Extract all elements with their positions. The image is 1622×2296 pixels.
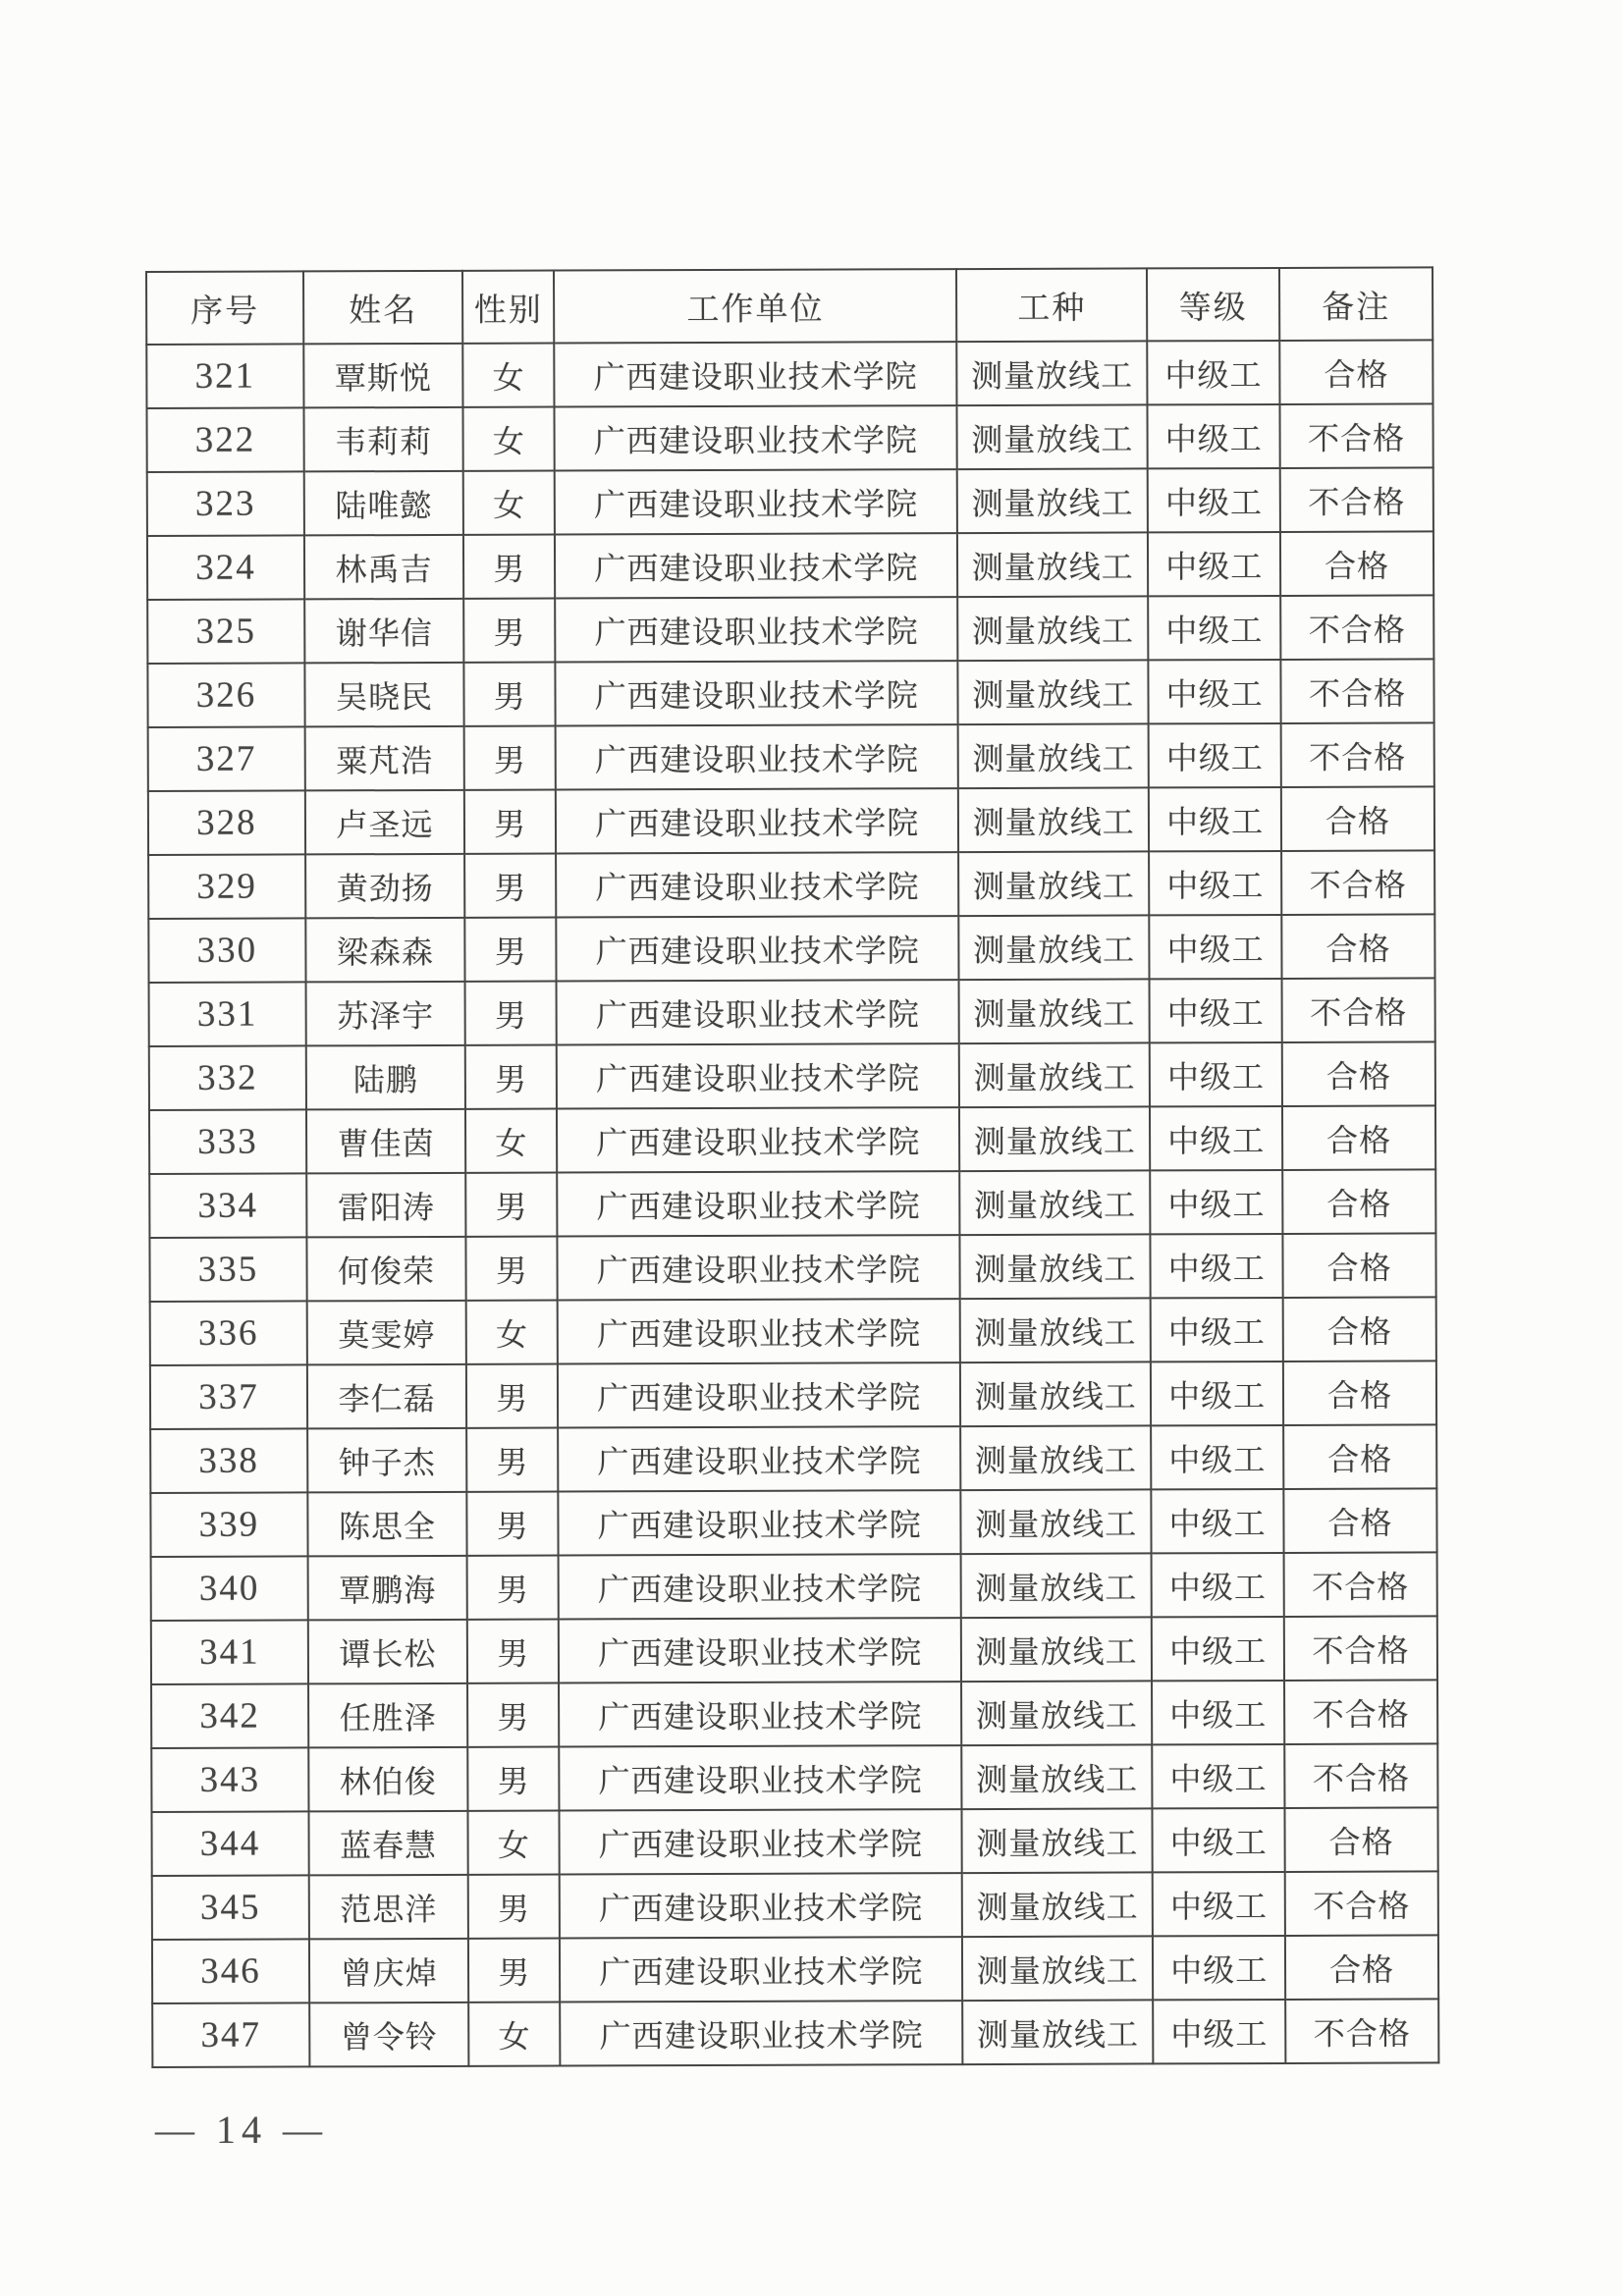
cell-serial: 338 — [150, 1428, 307, 1493]
cell-unit: 广西建设职业技术学院 — [558, 1235, 960, 1300]
cell-unit: 广西建设职业技术学院 — [557, 1107, 959, 1172]
cell-serial: 346 — [152, 1939, 309, 2003]
cell-trade: 测量放线工 — [959, 915, 1150, 980]
cell-level: 中级工 — [1149, 851, 1281, 915]
cell-level: 中级工 — [1152, 1617, 1284, 1681]
cell-name: 任胜泽 — [308, 1683, 468, 1748]
cell-serial: 331 — [149, 982, 306, 1046]
cell-remark: 合格 — [1280, 531, 1433, 596]
cell-level: 中级工 — [1151, 1234, 1283, 1298]
cell-level: 中级工 — [1149, 660, 1281, 723]
cell-gender: 男 — [468, 1747, 560, 1811]
cell-name: 曹佳茵 — [306, 1109, 466, 1174]
cell-gender: 男 — [467, 1620, 559, 1683]
cell-unit: 广西建设职业技术学院 — [557, 1171, 959, 1236]
cell-serial: 327 — [148, 726, 305, 791]
cell-unit: 广西建设职业技术学院 — [560, 1745, 962, 1810]
cell-trade: 测量放线工 — [962, 1808, 1153, 1873]
cell-serial: 322 — [146, 407, 303, 472]
cell-trade: 测量放线工 — [958, 723, 1149, 788]
cell-remark: 合格 — [1283, 1361, 1436, 1425]
cell-remark: 合格 — [1283, 1297, 1436, 1362]
cell-remark: 不合格 — [1284, 1680, 1437, 1744]
cell-gender: 男 — [464, 663, 556, 726]
cell-remark: 不合格 — [1282, 978, 1435, 1042]
header-row — [146, 267, 1433, 345]
results-table — [145, 266, 1439, 2068]
cell-unit: 广西建设职业技术学院 — [557, 1043, 959, 1108]
cell-trade: 测量放线工 — [962, 2000, 1153, 2064]
table-row — [149, 978, 1435, 1046]
cell-unit: 广西建设职业技术学院 — [557, 980, 959, 1044]
cell-name: 陆鹏 — [306, 1045, 466, 1110]
cell-trade: 测量放线工 — [957, 341, 1148, 405]
cell-unit: 广西建设职业技术学院 — [559, 1682, 961, 1746]
cell-unit: 广西建设职业技术学院 — [557, 916, 959, 981]
table-body — [146, 340, 1438, 2067]
cell-trade: 测量放线工 — [959, 1170, 1150, 1235]
cell-gender: 女 — [468, 1811, 560, 1875]
cell-serial: 328 — [148, 790, 305, 855]
cell-name: 吴晓民 — [304, 663, 464, 727]
cell-serial: 332 — [149, 1045, 306, 1110]
cell-remark: 合格 — [1285, 1807, 1438, 1872]
cell-trade: 测量放线工 — [957, 468, 1148, 533]
cell-remark: 不合格 — [1284, 1552, 1437, 1617]
cell-level: 中级工 — [1152, 1744, 1284, 1808]
cell-gender: 男 — [463, 599, 555, 663]
cell-remark: 合格 — [1282, 1169, 1435, 1234]
cell-name: 林伯俊 — [308, 1747, 468, 1812]
table-row — [150, 1361, 1436, 1429]
cell-level: 中级工 — [1148, 596, 1280, 660]
cell-remark: 合格 — [1281, 914, 1434, 979]
cell-remark: 不合格 — [1280, 595, 1433, 660]
col-header-name: 姓名 — [303, 271, 463, 345]
cell-trade: 测量放线工 — [959, 979, 1150, 1043]
cell-name: 苏泽宇 — [305, 982, 465, 1046]
cell-serial: 333 — [149, 1109, 306, 1174]
cell-remark: 不合格 — [1284, 1616, 1437, 1681]
cell-name: 李仁磊 — [307, 1364, 467, 1429]
cell-trade: 测量放线工 — [957, 596, 1148, 661]
cell-name: 蓝春慧 — [308, 1811, 468, 1876]
cell-unit: 广西建设职业技术学院 — [555, 533, 957, 598]
cell-name: 曾令铃 — [309, 2002, 469, 2067]
cell-level: 中级工 — [1149, 915, 1281, 979]
cell-unit: 广西建设职业技术学院 — [555, 597, 957, 662]
cell-unit: 广西建设职业技术学院 — [555, 405, 957, 470]
cell-unit: 广西建设职业技术学院 — [558, 1362, 960, 1427]
table-row — [150, 1424, 1436, 1493]
table-row — [149, 1233, 1435, 1302]
table-row — [147, 467, 1433, 536]
cell-name: 陈思全 — [307, 1492, 467, 1557]
cell-gender: 男 — [463, 535, 555, 599]
cell-serial: 323 — [147, 471, 304, 536]
cell-name: 陆唯懿 — [304, 471, 464, 536]
cell-unit: 广西建设职业技术学院 — [558, 1426, 960, 1491]
table-row — [151, 1743, 1437, 1812]
col-header-gender: 性别 — [462, 271, 554, 344]
cell-unit: 广西建设职业技术学院 — [560, 2001, 962, 2065]
col-header-serial: 序号 — [146, 271, 303, 345]
cell-trade: 测量放线工 — [961, 1489, 1152, 1554]
cell-remark: 合格 — [1285, 1935, 1438, 2000]
cell-level: 中级工 — [1150, 1042, 1282, 1106]
page-number: — 14 — — [155, 2108, 328, 2152]
cell-remark: 合格 — [1281, 786, 1434, 851]
cell-trade: 测量放线工 — [960, 1425, 1151, 1490]
cell-serial: 347 — [152, 2002, 309, 2067]
cell-name: 林禹吉 — [304, 535, 464, 600]
cell-serial: 344 — [151, 1811, 308, 1876]
table-row — [151, 1680, 1437, 1748]
cell-name: 谭长松 — [308, 1620, 468, 1684]
table-row — [148, 786, 1434, 855]
table-row — [147, 531, 1433, 600]
cell-serial: 330 — [148, 918, 305, 983]
cell-level: 中级工 — [1153, 1808, 1285, 1872]
cell-gender: 男 — [467, 1683, 559, 1747]
cell-level: 中级工 — [1150, 979, 1282, 1042]
cell-name: 雷阳涛 — [306, 1173, 466, 1238]
cell-serial: 321 — [146, 344, 303, 408]
cell-level: 中级工 — [1149, 787, 1281, 851]
cell-level: 中级工 — [1147, 341, 1279, 404]
cell-name: 钟子杰 — [307, 1428, 467, 1493]
cell-trade: 测量放线工 — [960, 1362, 1151, 1426]
cell-name: 黄劲扬 — [305, 854, 465, 919]
cell-unit: 广西建设职业技术学院 — [558, 1299, 960, 1363]
cell-name: 莫雯婷 — [306, 1301, 466, 1365]
cell-serial: 325 — [147, 599, 304, 664]
cell-name: 谢华信 — [304, 599, 464, 664]
table-row — [152, 1935, 1438, 2003]
cell-level: 中级工 — [1153, 1872, 1285, 1936]
cell-level: 中级工 — [1151, 1298, 1283, 1362]
cell-unit: 广西建设职业技术学院 — [556, 852, 958, 917]
cell-name: 梁森森 — [305, 918, 465, 983]
cell-trade: 测量放线工 — [958, 851, 1149, 916]
cell-trade: 测量放线工 — [960, 1298, 1151, 1362]
cell-remark: 合格 — [1283, 1424, 1436, 1489]
cell-serial: 335 — [149, 1237, 306, 1302]
cell-remark: 不合格 — [1285, 1871, 1438, 1936]
table-row — [147, 595, 1433, 664]
cell-trade: 测量放线工 — [961, 1617, 1152, 1682]
cell-level: 中级工 — [1152, 1553, 1284, 1617]
cell-trade: 测量放线工 — [960, 1234, 1151, 1299]
cell-remark: 合格 — [1282, 1105, 1435, 1170]
cell-serial: 334 — [149, 1173, 306, 1238]
table-row — [151, 1616, 1437, 1684]
table-row — [152, 1999, 1438, 2067]
cell-unit: 广西建设职业技术学院 — [560, 1809, 962, 1874]
cell-name: 范思洋 — [309, 1875, 469, 1940]
cell-level: 中级工 — [1148, 404, 1280, 468]
cell-unit: 广西建设职业技术学院 — [559, 1554, 961, 1619]
table-row — [151, 1807, 1437, 1876]
cell-serial: 337 — [150, 1364, 307, 1429]
cell-trade: 测量放线工 — [958, 787, 1149, 852]
cell-gender: 男 — [468, 1939, 560, 2002]
cell-gender: 女 — [468, 2002, 560, 2066]
cell-unit: 广西建设职业技术学院 — [556, 788, 958, 853]
cell-trade: 测量放线工 — [961, 1681, 1152, 1745]
cell-trade: 测量放线工 — [959, 1042, 1150, 1107]
table-row — [146, 403, 1433, 472]
cell-level: 中级工 — [1151, 1362, 1283, 1425]
cell-remark: 合格 — [1283, 1488, 1436, 1553]
cell-level: 中级工 — [1150, 1106, 1282, 1170]
cell-serial: 341 — [151, 1620, 308, 1684]
cell-remark: 不合格 — [1280, 659, 1433, 723]
cell-gender: 女 — [463, 471, 555, 535]
col-header-trade: 工种 — [956, 268, 1147, 342]
cell-trade: 测量放线工 — [957, 404, 1148, 469]
cell-serial: 336 — [150, 1301, 307, 1365]
table-row — [150, 1297, 1436, 1365]
cell-name: 卢圣远 — [305, 790, 465, 855]
table-row — [148, 914, 1434, 983]
cell-remark: 不合格 — [1281, 722, 1434, 787]
table-row — [149, 1169, 1435, 1238]
cell-remark: 不合格 — [1284, 1743, 1437, 1808]
cell-level: 中级工 — [1153, 1936, 1285, 2000]
cell-gender: 男 — [466, 1364, 558, 1428]
cell-gender: 男 — [465, 918, 557, 982]
cell-trade: 测量放线工 — [959, 1106, 1150, 1171]
cell-unit: 广西建设职业技术学院 — [556, 661, 958, 725]
cell-remark: 合格 — [1279, 340, 1433, 404]
table-row — [148, 722, 1434, 791]
cell-gender: 女 — [465, 1109, 557, 1173]
cell-name: 何俊荣 — [306, 1237, 466, 1302]
cell-name: 韦莉莉 — [303, 407, 463, 472]
cell-unit: 广西建设职业技术学院 — [559, 1490, 961, 1555]
cell-level: 中级工 — [1151, 1489, 1283, 1553]
table-row — [146, 340, 1433, 408]
cell-serial: 343 — [151, 1747, 308, 1812]
cell-level: 中级工 — [1148, 532, 1280, 596]
cell-trade: 测量放线工 — [962, 1936, 1153, 2001]
cell-name: 曾庆焯 — [309, 1939, 469, 2003]
cell-serial: 342 — [151, 1683, 308, 1748]
cell-serial: 339 — [150, 1492, 307, 1557]
table-row — [150, 1488, 1436, 1557]
cell-gender: 男 — [464, 726, 556, 790]
cell-gender: 女 — [466, 1301, 558, 1364]
table-row — [148, 850, 1434, 919]
cell-gender: 男 — [464, 790, 556, 854]
table-row — [151, 1552, 1437, 1621]
col-header-remark: 备注 — [1279, 267, 1433, 341]
cell-remark: 合格 — [1282, 1041, 1435, 1106]
cell-remark: 不合格 — [1280, 403, 1433, 468]
cell-serial: 324 — [147, 535, 304, 600]
cell-level: 中级工 — [1150, 1170, 1282, 1234]
cell-name: 覃鹏海 — [307, 1556, 467, 1621]
cell-remark: 不合格 — [1285, 1999, 1438, 2063]
cell-trade: 测量放线工 — [962, 1872, 1153, 1937]
cell-gender: 男 — [465, 1045, 557, 1109]
cell-gender: 男 — [466, 1428, 558, 1492]
table-row — [149, 1041, 1435, 1110]
cell-remark: 合格 — [1283, 1233, 1436, 1298]
col-header-level: 等级 — [1147, 268, 1279, 341]
cell-unit: 广西建设职业技术学院 — [560, 1937, 962, 2002]
cell-serial: 326 — [147, 663, 304, 727]
cell-level: 中级工 — [1149, 723, 1281, 787]
table-row — [152, 1871, 1438, 1940]
cell-gender: 女 — [463, 407, 555, 471]
cell-level: 中级工 — [1152, 1681, 1284, 1744]
cell-trade: 测量放线工 — [957, 532, 1148, 597]
cell-level: 中级工 — [1148, 468, 1280, 532]
cell-level: 中级工 — [1153, 2000, 1285, 2063]
cell-remark: 不合格 — [1281, 850, 1434, 915]
cell-level: 中级工 — [1151, 1425, 1283, 1489]
cell-trade: 测量放线工 — [962, 1744, 1153, 1809]
cell-gender: 女 — [463, 344, 555, 407]
cell-serial: 345 — [152, 1875, 309, 1940]
cell-serial: 329 — [148, 854, 305, 919]
cell-serial: 340 — [151, 1556, 308, 1621]
cell-unit: 广西建设职业技术学院 — [559, 1618, 961, 1682]
table-container — [145, 266, 1439, 2068]
cell-name: 粟芃浩 — [304, 726, 464, 791]
cell-gender: 男 — [467, 1492, 559, 1556]
cell-gender: 男 — [464, 854, 556, 918]
cell-gender: 男 — [466, 1237, 558, 1301]
cell-unit: 广西建设职业技术学院 — [555, 342, 957, 406]
cell-gender: 男 — [465, 982, 557, 1045]
cell-unit: 广西建设职业技术学院 — [560, 1873, 962, 1938]
cell-unit: 广西建设职业技术学院 — [555, 469, 957, 534]
cell-unit: 广西建设职业技术学院 — [556, 724, 958, 789]
cell-gender: 男 — [465, 1173, 557, 1237]
table-row — [149, 1105, 1435, 1174]
col-header-unit: 工作单位 — [554, 269, 956, 343]
cell-trade: 测量放线工 — [958, 660, 1149, 724]
cell-gender: 男 — [468, 1875, 560, 1939]
cell-gender: 男 — [467, 1556, 559, 1620]
cell-trade: 测量放线工 — [961, 1553, 1152, 1618]
cell-remark: 不合格 — [1280, 467, 1433, 532]
table-row — [147, 659, 1433, 727]
cell-name: 覃斯悦 — [303, 344, 463, 408]
